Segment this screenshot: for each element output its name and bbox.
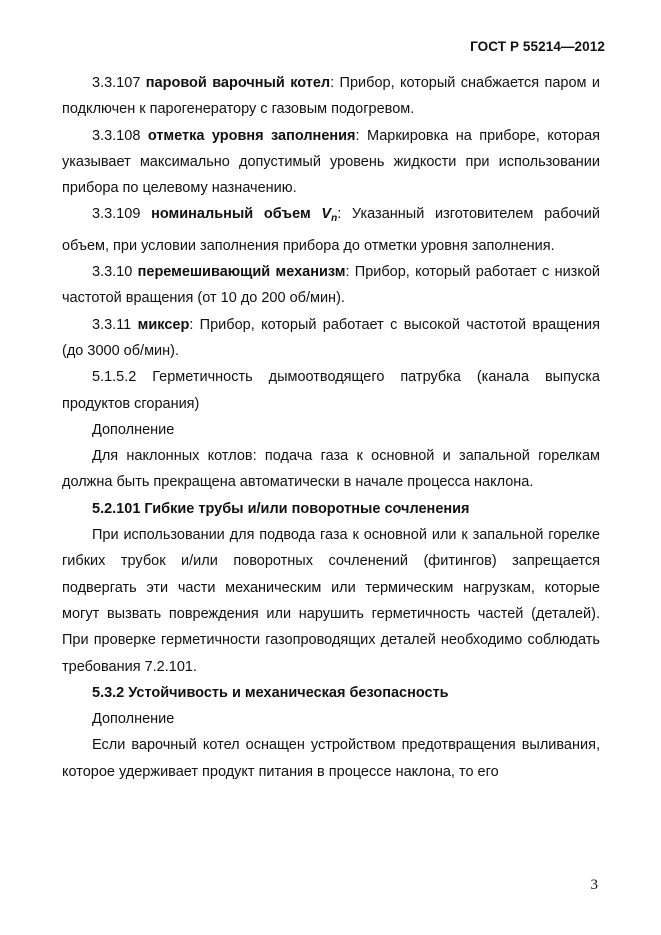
addition-text: Для наклонных котлов: подача газа к основной и запальной горелкам должна быть прекращена автоматически в начале процесса наклона. (62, 448, 600, 491)
term-number: 3.3.11 (92, 316, 132, 333)
term-name: номинальный объем (151, 206, 311, 223)
section-heading-5-3-2: 5.3.2 Устойчивость и механическая безопасность (92, 684, 449, 701)
term-number: 3.3.107 (92, 75, 141, 91)
term-name: паровой варочный котел (145, 75, 331, 91)
document-body (62, 70, 600, 785)
term-name: перемешивающий механизм (137, 264, 346, 281)
term-number: 3.3.10 (92, 264, 133, 281)
term-definition: : Указанный изготовителем рабочий объем, при условии заполнения прибора до отметки уровня заполнения. (62, 206, 601, 254)
document-header: ГОСТ Р 55214—2012 (470, 39, 605, 54)
page-number: 3 (590, 877, 598, 893)
term-definition: : Прибор, который работает с высокой частотой вращения (до 3000 об/мин). (62, 316, 601, 359)
addition-label: Дополнение (92, 421, 175, 438)
term-symbol-subscript: n (331, 213, 338, 225)
addition-text: Если варочный котел оснащен устройством предотвращения выливания, которое удерживает продукт питания в процессе наклона, то его (62, 737, 600, 780)
term-3-3-107 (62, 70, 600, 123)
term-3-3-109 (62, 201, 600, 259)
clause-5-1-5-2: 5.1.5.2 Герметичность дымоотводящего патрубка (канала выпуска продуктов сгорания) (62, 369, 600, 412)
section-text-5-2-101: При использовании для подвода газа к основной или к запальной горелке гибких трубок и/или поворотных сочленений (фитингов) запрещается подвергать эти части механическим или термическим нагрузкам, которые могут вызвать повреждения или нарушить герметичность частей (деталей). При проверке герметичности газопроводящих деталей необходимо соблюдать требования 7.2.101. (62, 527, 600, 675)
addition-label: Дополнение (92, 711, 175, 728)
term-definition: : Прибор, который работает с низкой частотой вращения (от 10 до 200 об/мин). (62, 264, 600, 307)
section-heading-5-2-101: 5.2.101 Гибкие трубы и/или поворотные сочленения (92, 500, 470, 517)
term-definition: : Прибор, который снабжается паром и подключен к парогенератору с газовым подогревом. (62, 75, 601, 118)
term-3-3-10 (62, 259, 600, 312)
term-name: отметка уровня заполнения (147, 127, 356, 144)
term-3-3-108 (62, 123, 600, 202)
term-symbol: V (321, 206, 332, 223)
term-definition: : Маркировка на приборе, которая указывает максимально допустимый уровень жидкости при использовании прибора по целевому назначению. (62, 127, 600, 197)
term-name: миксер (137, 316, 190, 333)
term-number: 3.3.108 (92, 127, 141, 144)
term-3-3-11 (62, 312, 600, 365)
term-number: 3.3.109 (92, 206, 141, 223)
